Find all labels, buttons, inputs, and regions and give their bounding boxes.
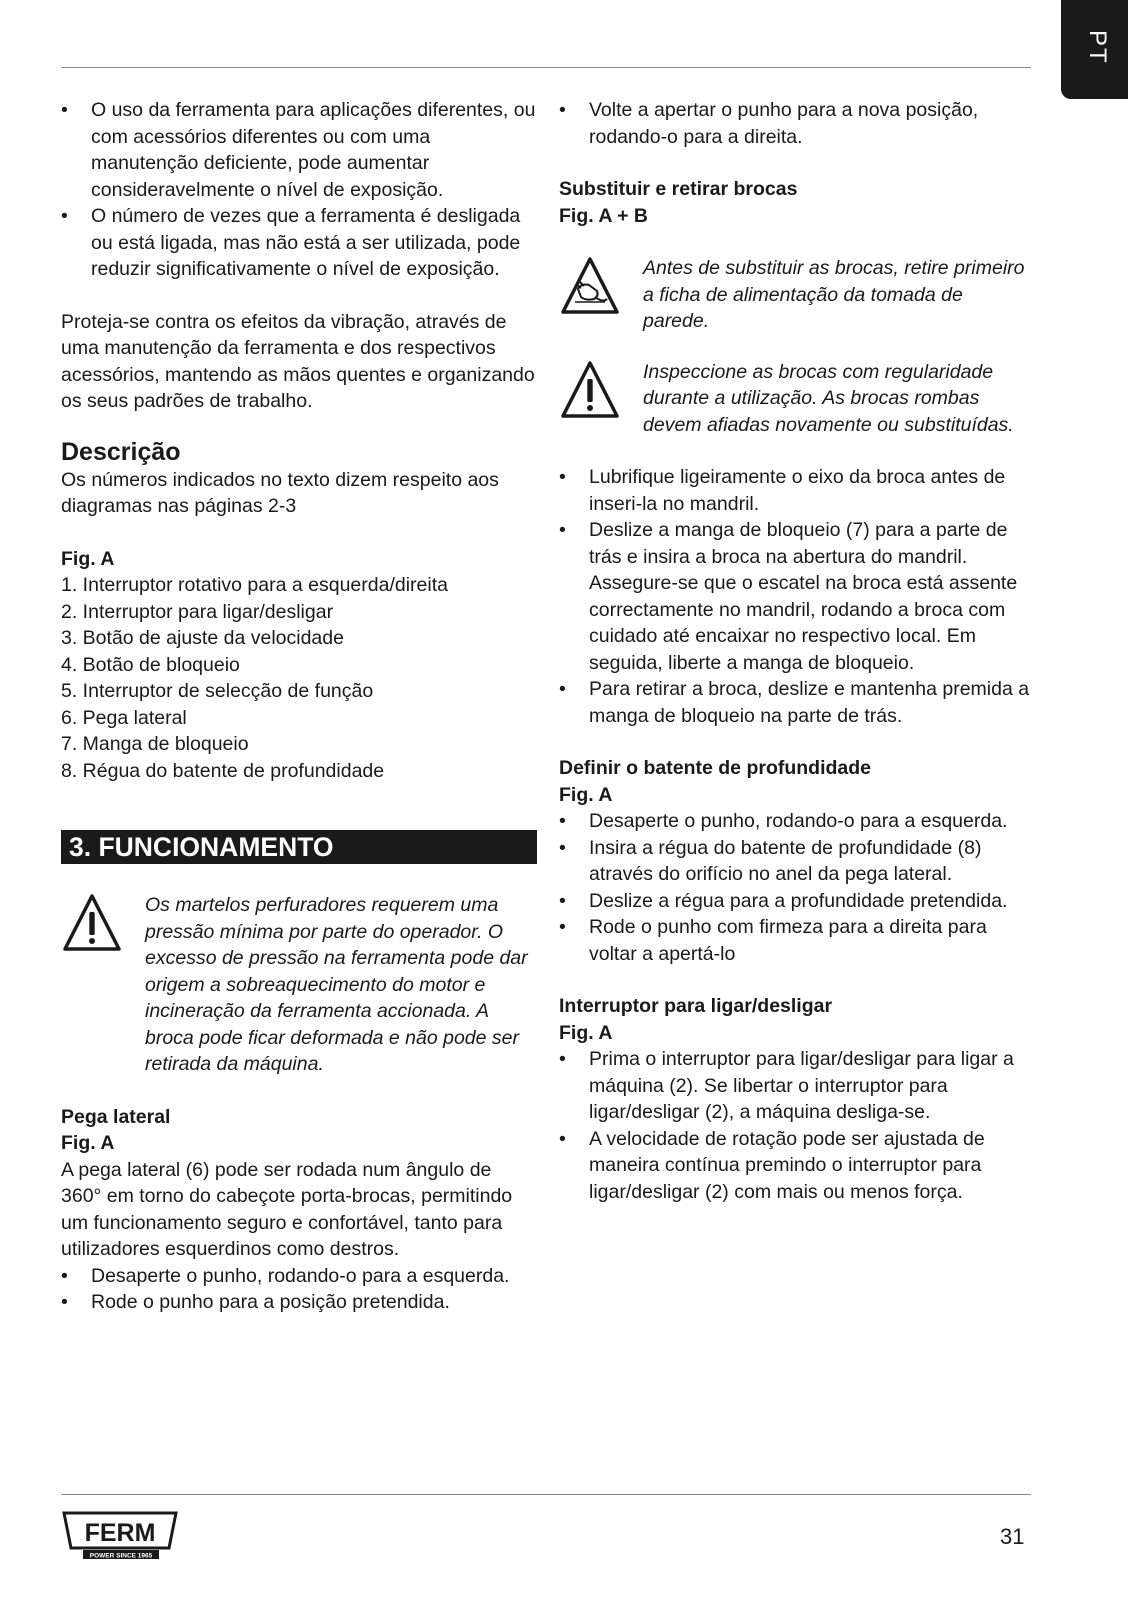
list-item: 6. Pega lateral bbox=[61, 706, 187, 729]
depth-bullets bbox=[559, 808, 1034, 967]
right-column bbox=[559, 97, 1034, 1205]
list-item: • Volte a apertar o punho para a nova posição, rodando-o para a direita. bbox=[559, 97, 1034, 150]
switch-heading: Interruptor para ligar/desligar bbox=[559, 995, 833, 1017]
inspect-text: Inspeccione as brocas com regularidade durante a utilização. As brocas rombas devem afiadas novamente ou substituídas. bbox=[643, 360, 1014, 436]
vibration-protection-paragraph: Proteja-se contra os efeitos da vibração, através de uma manutenção da ferramenta e dos respectivos acessórios, mantendo as mãos quentes e organizando os seus padrões de trabalho. bbox=[61, 310, 535, 412]
switch-fig-label: Fig. A bbox=[559, 1021, 613, 1044]
list-item: 4. Botão de bloqueio bbox=[61, 653, 240, 676]
pega-fig-label: Fig. A bbox=[61, 1132, 115, 1154]
list-item: 7. Manga de bloqueio bbox=[61, 733, 249, 755]
inspect-warning bbox=[559, 359, 1034, 439]
fig-a-label: Fig. A bbox=[61, 547, 115, 570]
list-item: • Prima o interruptor para ligar/desligar para ligar a máquina (2). Se libertar o interruptor para ligar/desligar (2), a máquina desliga-se. bbox=[559, 1046, 1034, 1126]
list-item: 2. Interruptor para ligar/desligar bbox=[61, 600, 334, 623]
parts-list bbox=[61, 572, 537, 784]
list-item: • Para retirar a broca, deslize e mantenha premida a manga de bloqueio na parte de trás. bbox=[559, 676, 1034, 729]
list-item: 5. Interruptor de selecção de função bbox=[61, 680, 374, 702]
substituir-fig-label: Fig. A + B bbox=[559, 204, 649, 227]
warning-text: Os martelos perfuradores requerem uma pressão mínima por parte do operador. O excesso de pressão na ferramenta pode dar origem a sobreaquecimento do motor e incineração da ferramenta accionada. A broca pode ficar deformada e não pode ser retirada da máquina. bbox=[145, 894, 528, 1075]
list-item: 1. Interruptor rotativo para a esquerda/direita bbox=[61, 574, 448, 596]
left-column bbox=[61, 97, 537, 1316]
language-tab bbox=[1061, 0, 1128, 99]
list-item: • Desaperte o punho, rodando-o para a esquerda. bbox=[61, 1263, 537, 1290]
list-item: • Rode o punho para a posição pretendida. bbox=[61, 1289, 537, 1316]
descricao-text: Os números indicados no texto dizem respeito aos diagramas nas páginas 2-3 bbox=[61, 468, 499, 517]
depth-fig-label: Fig. A bbox=[559, 783, 613, 806]
header-rule bbox=[61, 67, 1031, 68]
list-item: • Desaperte o punho, rodando-o para a esquerda. bbox=[559, 808, 1034, 835]
unplug-notice bbox=[559, 255, 1034, 335]
list-item: • O número de vezes que a ferramenta é desligada ou está ligada, mas não está a ser utilizada, pode reduzir significativamente o nível de exposição. bbox=[61, 203, 537, 283]
section-title-bar: 3. FUNCIONAMENTO bbox=[61, 830, 537, 864]
exposure-bullets bbox=[61, 97, 537, 283]
depth-stop-heading: Definir o batente de profundidade bbox=[559, 757, 872, 779]
unplug-text: Antes de substituir as brocas, retire primeiro a ficha de alimentação da tomada de parede. bbox=[643, 257, 1025, 332]
warning-icon bbox=[559, 359, 643, 439]
pressure-warning bbox=[61, 892, 537, 1078]
page-number: 31 bbox=[1000, 1524, 1025, 1549]
list-item: • Deslize a régua para a profundidade pretendida. bbox=[559, 888, 1034, 915]
footer-rule bbox=[61, 1494, 1031, 1495]
list-item: 8. Régua do batente de profundidade bbox=[61, 759, 385, 782]
logo-text: FERM bbox=[84, 1519, 156, 1547]
list-item: • O uso da ferramenta para aplicações diferentes, ou com acessórios diferentes ou com uma manutenção deficiente, pode aumentar consideravelmente o nível de exposição. bbox=[61, 97, 537, 203]
list-item: • Lubrifique ligeiramente o eixo da broca antes de inseri-la no mandril. bbox=[559, 464, 1034, 517]
list-item: • Rode o punho com firmeza para a direita para voltar a apertá-lo bbox=[559, 914, 1034, 967]
pega-lateral-heading: Pega lateral bbox=[61, 1105, 171, 1128]
bit-bullets bbox=[559, 464, 1034, 729]
list-item: • A velocidade de rotação pode ser ajustada de maneira contínua premindo o interruptor para ligar/desligar (2) com mais ou menos força. bbox=[559, 1126, 1034, 1206]
logo-tagline: POWER SINCE 1965 bbox=[89, 1552, 153, 1560]
switch-bullets bbox=[559, 1046, 1034, 1205]
list-item: 3. Botão de ajuste da velocidade bbox=[61, 627, 344, 649]
pega-bullets bbox=[61, 1263, 537, 1316]
ferm-logo bbox=[61, 1510, 179, 1560]
handle-bullets bbox=[559, 97, 1034, 150]
list-item: • Insira a régua do batente de profundidade (8) através do orifício no anel da pega lateral. bbox=[559, 835, 1034, 888]
unplug-icon bbox=[559, 255, 643, 335]
pega-lateral-text: A pega lateral (6) pode ser rodada num ângulo de 360° em torno do cabeçote porta-brocas, permitindo um funcionamento seguro e confortável, tanto para utilizadores esquerdinos como destros. bbox=[61, 1158, 513, 1260]
warning-icon bbox=[61, 892, 145, 1078]
descricao-heading: Descrição bbox=[61, 437, 181, 466]
substituir-heading: Substituir e retirar brocas bbox=[559, 178, 798, 200]
list-item: • Deslize a manga de bloqueio (7) para a parte de trás e insira a broca na abertura do mandril. Assegure-se que o escatel na broca está assente correctamente no mandril, rodando a broca com cuidado até encaixar no respectivo local. Em seguida, liberte a manga de bloqueio. bbox=[559, 517, 1034, 676]
language-code: PT bbox=[1084, 30, 1111, 65]
